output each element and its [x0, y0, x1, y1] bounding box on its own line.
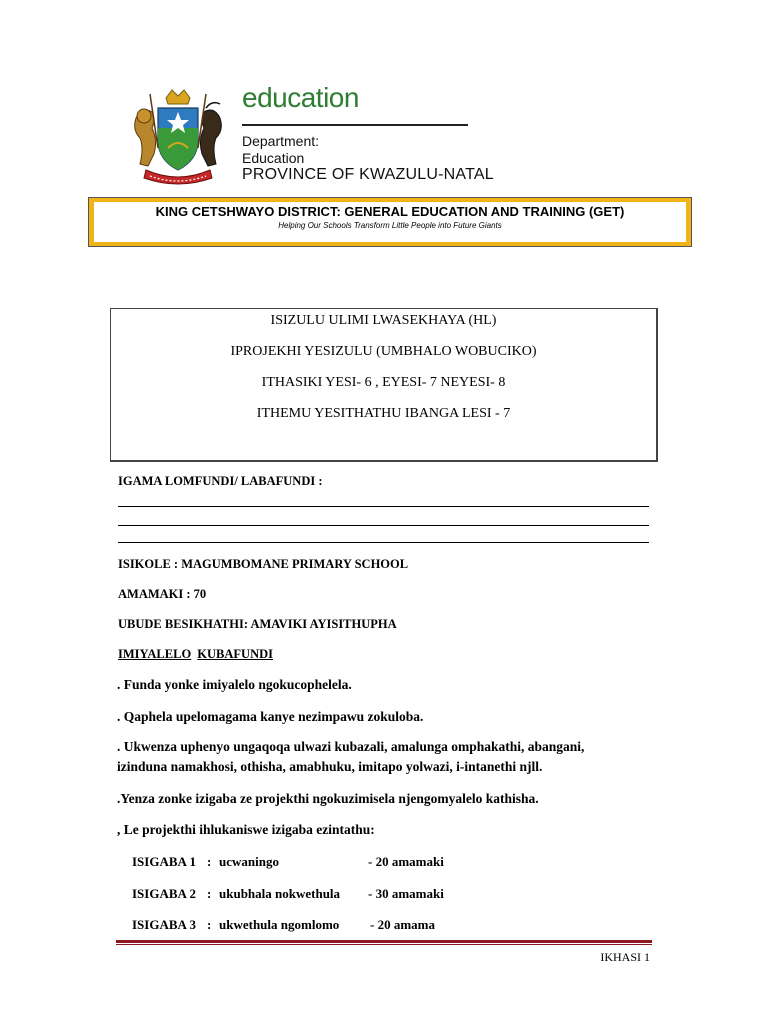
- name-line-3[interactable]: [118, 542, 649, 543]
- section-sep: :: [207, 917, 212, 932]
- section-sep: :: [207, 854, 212, 869]
- instructions-heading-word1: IMIYALELO: [118, 647, 192, 661]
- section-marks: - 20 amamaki: [368, 854, 444, 869]
- info-tasks: ITHASIKI YESI- 6 , EYESI- 7 NEYESI- 8: [261, 375, 506, 390]
- page-number: IKHASI 1: [600, 950, 650, 964]
- info-subject: ISIZULU ULIMI LWASEKHAYA (HL): [270, 313, 497, 328]
- section-topic: ucwaningo: [219, 854, 279, 869]
- instruction-item: . Ukwenza uphenyo ungaqoqa ulwazi kubazali, amalunga omphakathi, abangani,: [117, 739, 585, 754]
- section-name: ISIGABA 2: [132, 886, 196, 901]
- section-marks: - 30 amamaki: [368, 886, 444, 901]
- instructions-heading-word2: KUBAFUNDI: [197, 647, 273, 661]
- subject-info-box: [110, 308, 658, 462]
- brand-title: education: [242, 82, 359, 113]
- instruction-item: , Le projekthi ihlukaniswe izigaba ezintathu:: [117, 822, 375, 837]
- duration-label: UBUDE BESIKHATHI: AMAVIKI AYISITHUPHA: [118, 617, 397, 631]
- instruction-item: . Qaphela upelomagama kanye nezimpawu zokuloba.: [117, 709, 424, 724]
- district-banner: [88, 197, 692, 247]
- province-name: PROVINCE OF KWAZULU-NATAL: [242, 166, 494, 183]
- name-line-2[interactable]: [118, 525, 649, 526]
- instruction-item: .Yenza zonke izigaba ze projekthi ngokuzimisela njengomyalelo kathisha.: [117, 791, 539, 806]
- coat-of-arms-icon: [128, 88, 228, 188]
- instruction-item: izinduna namakhosi, othisha, amabhuku, imitapo yolwazi, i-intanethi njll.: [117, 759, 543, 774]
- section-topic: ukubhala nokwethula: [219, 886, 341, 901]
- instructions-heading: [118, 647, 273, 662]
- marks-label: AMAMAKI : 70: [118, 587, 207, 601]
- section-topic: ukwethula ngomlomo: [219, 917, 340, 932]
- banner-subtitle: Helping Our Schools Transform Little People into Future Giants: [278, 221, 502, 230]
- section-name: ISIGABA 3: [132, 917, 196, 932]
- section-sep: :: [207, 886, 212, 901]
- dept-name: Education: [242, 150, 305, 166]
- instruction-item: . Funda yonke imiyalelo ngokucophelela.: [117, 677, 352, 692]
- dept-label: Department:: [242, 133, 320, 149]
- section-marks: - 20 amama: [370, 917, 435, 932]
- name-line-1[interactable]: [118, 506, 649, 507]
- school-label: ISIKOLE : MAGUMBOMANE PRIMARY SCHOOL: [118, 557, 409, 571]
- learner-name-label: IGAMA LOMFUNDI/ LABAFUNDI :: [118, 474, 323, 488]
- info-project: IPROJEKHI YESIZULU (UMBHALO WOBUCIKO): [230, 344, 537, 359]
- banner-title: KING CETSHWAYO DISTRICT: GENERAL EDUCATION AND TRAINING (GET): [155, 204, 625, 219]
- section-name: ISIGABA 1: [132, 854, 196, 869]
- brand-divider: [242, 124, 468, 126]
- info-term-grade: ITHEMU YESITHATHU IBANGA LESI - 7: [256, 406, 511, 421]
- footer-rule: [116, 940, 652, 943]
- banner-inner: [94, 202, 686, 242]
- footer-rule-thin: [116, 944, 652, 945]
